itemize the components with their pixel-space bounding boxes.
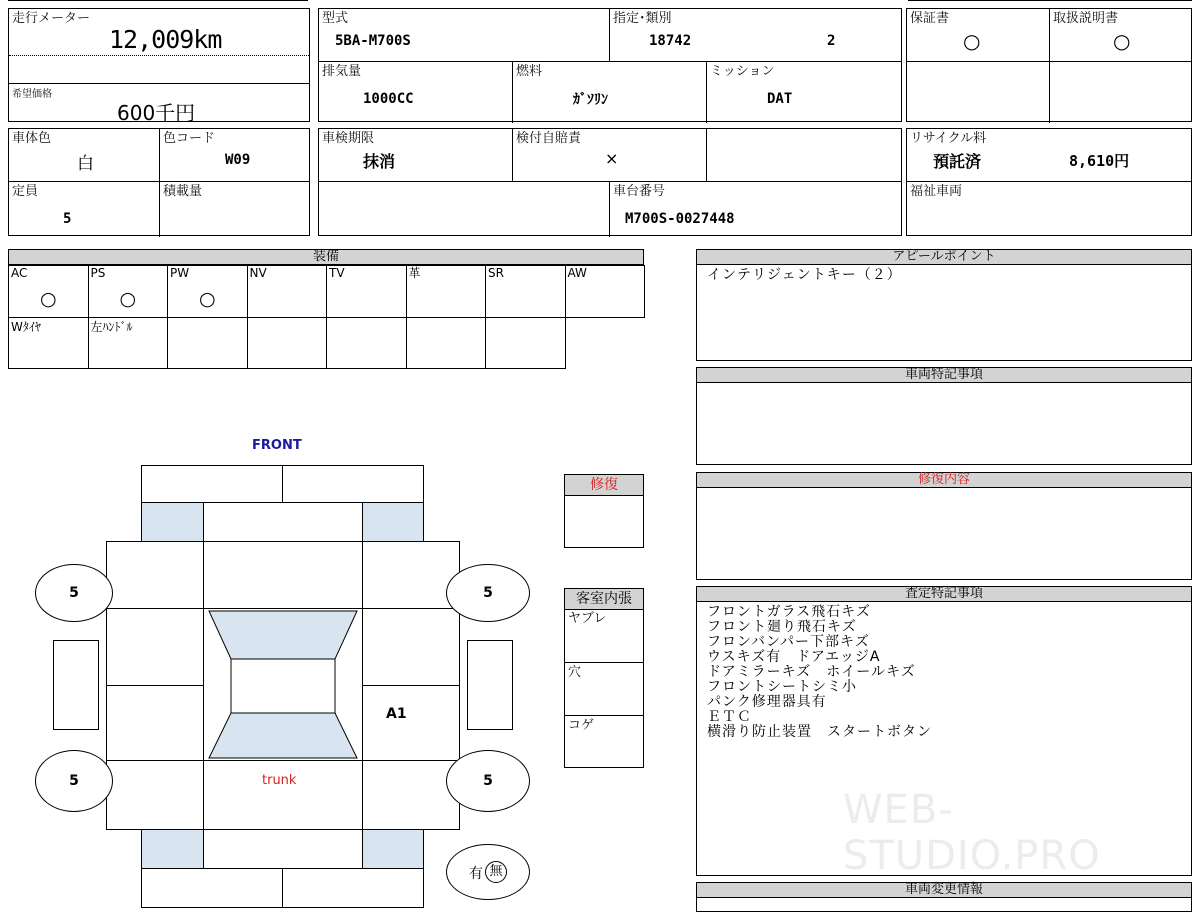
front-right-door xyxy=(362,608,460,686)
interior-row-hole: 穴 xyxy=(568,665,582,680)
warranty-block xyxy=(906,8,1192,122)
color-divider xyxy=(9,181,309,182)
warranty-vdivider xyxy=(1049,9,1050,123)
equipment-cell xyxy=(167,265,248,318)
recycle-label: リサイクル料 xyxy=(910,131,987,146)
price-label: 希望価格 xyxy=(12,89,52,100)
mission-label: ミッション xyxy=(710,64,775,79)
equipment-cell xyxy=(247,265,328,318)
equipment-value: ○ xyxy=(39,288,57,310)
rear-right-pillar xyxy=(362,829,424,869)
equipment-cell xyxy=(167,317,248,369)
warranty-label: 保証書 xyxy=(910,11,950,26)
inspection-label: 車検期限 xyxy=(322,131,375,146)
color-code-value: W09 xyxy=(225,152,251,168)
rear-right-door xyxy=(362,685,460,761)
front-label: FRONT xyxy=(252,438,302,453)
inspection-divider xyxy=(319,181,901,182)
fuel-vdivider xyxy=(512,61,513,123)
color-value: 白 xyxy=(77,154,94,174)
left-rocker-panel xyxy=(53,640,99,730)
capacity-label: 定員 xyxy=(12,184,39,199)
special-notes-panel xyxy=(696,367,1192,465)
inspection-value: 抹消 xyxy=(363,152,396,171)
windshield-glass xyxy=(209,611,357,659)
equipment-header: 装備 xyxy=(8,249,644,265)
equipment-value: ○ xyxy=(198,288,216,310)
spare-absent-circled: 無 xyxy=(485,861,507,883)
warranty-value: ○ xyxy=(963,29,981,53)
top-edge-line xyxy=(8,0,308,1)
odometer-price-block xyxy=(8,8,310,125)
fuel-label: 燃料 xyxy=(516,64,543,79)
rear-left-pillar xyxy=(141,829,204,869)
front-right-pillar xyxy=(362,502,424,542)
mission-value: DAT xyxy=(767,91,793,107)
tire-rear-right: 5 xyxy=(446,750,530,812)
equipment-cell xyxy=(406,317,487,369)
appraisal-line: フロント廻り飛石キズ xyxy=(707,619,857,635)
hood xyxy=(203,541,363,609)
interior-box xyxy=(564,588,644,768)
color-block xyxy=(8,128,310,236)
mission-vdivider xyxy=(706,61,707,123)
hood-front xyxy=(203,502,363,542)
manual-label: 取扱説明書 xyxy=(1053,11,1119,26)
chassis-label: 車台番号 xyxy=(613,184,666,199)
rear-right-fender xyxy=(362,760,460,830)
rear-bumper-left xyxy=(141,868,283,908)
capacity-value: 5 xyxy=(63,211,72,227)
color-code-label: 色コード xyxy=(163,131,216,146)
change-info-header: 車両変更情報 xyxy=(696,882,1192,898)
equipment-cell xyxy=(88,317,169,369)
warranty-divider xyxy=(907,61,1191,62)
top-edge-line-right xyxy=(908,0,1192,1)
equipment-label: Wﾀｲﾔ xyxy=(11,320,41,334)
equipment-label: 左ﾊﾝﾄﾞﾙ xyxy=(90,320,133,334)
equipment-label: PS xyxy=(90,266,106,280)
appraisal-line: フロントガラス飛石キズ xyxy=(707,604,871,620)
class-value: 2 xyxy=(827,33,836,49)
front-right-fender xyxy=(362,541,460,609)
appeal-panel xyxy=(696,249,1192,361)
color-vdivider xyxy=(159,129,160,237)
model-block xyxy=(318,8,902,122)
rear-left-fender xyxy=(106,760,204,830)
equipment-cell xyxy=(8,317,89,369)
appraisal-line: フロンバンパー下部キズ xyxy=(707,634,870,650)
fuel-value: ｶﾞｿﾘﾝ xyxy=(573,92,608,108)
trunk-label: trunk xyxy=(262,773,297,788)
spare-present-label: 有 xyxy=(469,866,483,882)
repair-details-header: 修復内容 xyxy=(696,472,1192,488)
color-label: 車体色 xyxy=(12,131,52,146)
appraisal-line: ＥＴＣ xyxy=(707,709,752,725)
repair-box-header: 修復 xyxy=(564,474,644,496)
model-vdivider xyxy=(609,9,610,61)
odometer-value: 12,009km xyxy=(109,25,222,54)
equipment-cell xyxy=(247,317,328,369)
trunk-lower xyxy=(203,829,363,869)
equipment-cell xyxy=(485,265,566,318)
tire-front-left: 5 xyxy=(35,564,113,622)
appraisal-line: ドアミラーキズ ホイールキズ xyxy=(707,664,916,680)
appraisal-header: 査定特記事項 xyxy=(696,586,1192,602)
appraisal-line: ウスキズ有 ドアエッジA xyxy=(707,649,881,665)
front-left-fender xyxy=(106,541,204,609)
spare-tire-indicator xyxy=(446,844,530,900)
interior-header: 客室内張 xyxy=(564,588,644,610)
liability-vdivider xyxy=(706,129,707,181)
special-notes-header: 車両特記事項 xyxy=(696,367,1192,383)
manual-value: ○ xyxy=(1113,29,1131,53)
appeal-header: アピールポイント xyxy=(696,249,1192,265)
panel-mark-a1: A1 xyxy=(386,706,407,722)
interior-divider-1 xyxy=(565,662,643,663)
recycle-amount: 8,610円 xyxy=(1069,152,1130,170)
welfare-label: 福祉車両 xyxy=(910,184,963,199)
model-label: 型式 xyxy=(322,11,349,26)
equipment-cell xyxy=(326,317,407,369)
tire-front-right: 5 xyxy=(446,564,530,622)
price-divider xyxy=(9,83,309,84)
roof-panel xyxy=(231,659,335,713)
rear-glass xyxy=(209,713,357,758)
right-rocker-panel xyxy=(467,640,513,730)
appraisal-line: 横滑り防止装置 スタートボタン xyxy=(707,724,932,740)
watermark: WEB-STUDIO.PRO xyxy=(843,787,1101,879)
equipment-label: SR xyxy=(488,266,504,280)
repair-box xyxy=(564,474,644,548)
displacement-label: 排気量 xyxy=(322,64,362,79)
designation-label: 指定･類別 xyxy=(613,11,672,26)
recycle-divider xyxy=(907,181,1191,182)
front-left-pillar xyxy=(141,502,204,542)
windshield-svg xyxy=(204,609,362,760)
liability-label: 検付自賠責 xyxy=(516,131,582,146)
appraisal-lines xyxy=(707,605,932,740)
displacement-value: 1000CC xyxy=(363,91,414,107)
tire-rear-left: 5 xyxy=(35,750,113,812)
appeal-text: インテリジェントキー（２） xyxy=(707,267,902,283)
interior-divider-2 xyxy=(565,715,643,716)
chassis-value: M700S-0027448 xyxy=(625,211,735,227)
equipment-cell xyxy=(485,317,566,369)
model-value: 5BA-M700S xyxy=(335,33,411,49)
inspection-vdivider xyxy=(512,129,513,181)
front-bumper-left xyxy=(141,465,283,503)
price-value: 600千円 xyxy=(117,101,196,125)
recycle-status: 預託済 xyxy=(933,152,982,171)
inspection-block xyxy=(318,128,902,236)
interior-row-tear: ヤブレ xyxy=(568,611,607,626)
equipment-cell xyxy=(88,265,169,318)
interior-row-burn: コゲ xyxy=(568,718,595,733)
liability-value: × xyxy=(605,149,619,168)
equipment-cell xyxy=(326,265,407,318)
change-info-panel xyxy=(696,882,1192,912)
rear-left-door xyxy=(106,685,204,761)
front-bumper-right xyxy=(282,465,424,503)
load-label: 積載量 xyxy=(163,184,203,199)
front-left-door xyxy=(106,608,204,686)
odometer-label: 走行メーター xyxy=(12,11,91,26)
chassis-vdivider xyxy=(609,181,610,237)
equipment-label: TV xyxy=(329,266,345,280)
roof xyxy=(203,608,363,761)
equipment-cell xyxy=(8,265,89,318)
equipment-label: NV xyxy=(249,266,267,280)
equipment-label: PW xyxy=(170,266,190,280)
equipment-label: 革 xyxy=(408,266,421,280)
equipment-cell xyxy=(406,265,487,318)
equipment-label: AC xyxy=(11,266,28,280)
equipment-value: ○ xyxy=(119,288,137,310)
repair-details-panel xyxy=(696,472,1192,580)
appraisal-panel xyxy=(696,586,1192,879)
trunk xyxy=(203,760,363,830)
recycle-block xyxy=(906,128,1192,236)
appraisal-line: フロントシートシミ小 xyxy=(707,679,857,695)
designation-value: 18742 xyxy=(649,33,692,49)
equipment-cell xyxy=(565,265,646,318)
model-divider xyxy=(319,61,901,62)
appraisal-line: パンク修理器具有 xyxy=(707,694,827,710)
rear-bumper-right xyxy=(282,868,424,908)
odometer-dotted-divider xyxy=(9,55,309,56)
equipment-label: AW xyxy=(567,266,587,280)
